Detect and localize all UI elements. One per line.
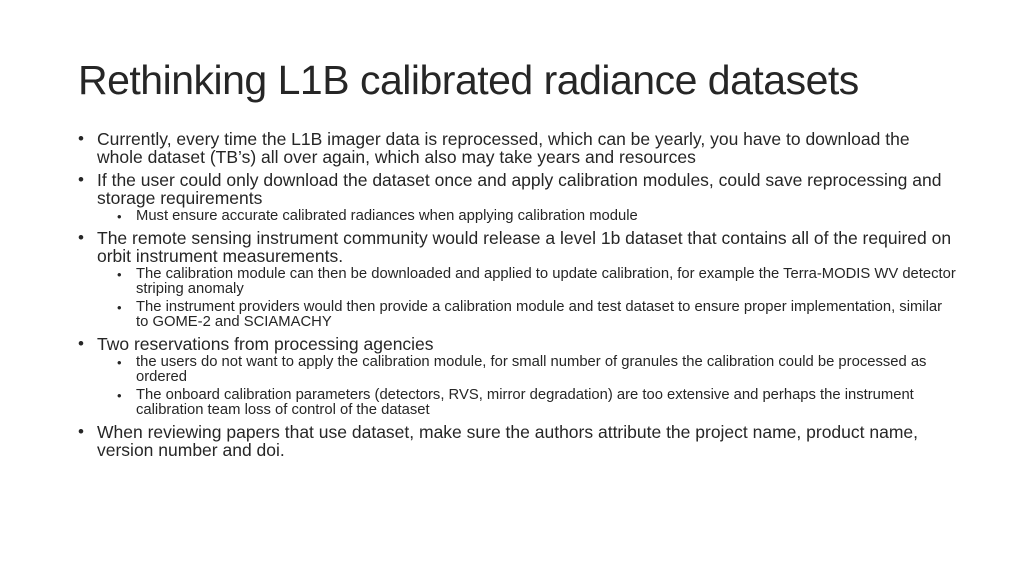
sub-bullet-text: The instrument providers would then provide a calibration module and test dataset to ensure proper implementation, similar to GOME-2 and SCIAMACHY: [136, 299, 943, 330]
sub-bullet-list: [115, 209, 958, 224]
bullet-text: When reviewing papers that use dataset, make sure the authors attribute the project name, product name, version number and doi.: [97, 422, 919, 460]
sub-bullet-item: [115, 267, 958, 297]
sub-bullet-list: [115, 355, 958, 418]
sub-bullet-text: The calibration module can then be downloaded and applied to update calibration, for example the Terra-MODIS WV detector striping anomaly: [136, 266, 956, 297]
sub-bullet-text: Must ensure accurate calibrated radiances when applying calibration module: [136, 208, 638, 224]
bullet-text: The remote sensing instrument community would release a level 1b dataset that contains all of the required on orbit instrument measurements.: [97, 228, 952, 266]
sub-bullet-text: the users do not want to apply the calibration module, for small number of granules the calibration could be processed as ordered: [136, 354, 927, 385]
bullet-text: If the user could only download the dataset once and apply calibration modules, could save reprocessing and storage requirements: [97, 170, 942, 208]
sub-bullet-list: [115, 267, 958, 330]
slide-title: Rethinking L1B calibrated radiance datasets: [78, 57, 859, 103]
bullet-item: [78, 130, 958, 166]
bullet-text: Currently, every time the L1B imager data is reprocessed, which can be yearly, you have to download the whole dataset (TB’s) all over again, which also may take years and resources: [97, 129, 910, 167]
bullet-item: [78, 229, 958, 330]
sub-bullet-marker: •: [117, 355, 122, 370]
bullet-marker: •: [78, 170, 84, 189]
sub-bullet-item: [115, 209, 958, 224]
bullet-text: Two reservations from processing agencies: [97, 334, 434, 354]
bullet-marker: •: [78, 129, 84, 148]
sub-bullet-text: The onboard calibration parameters (detectors, RVS, mirror degradation) are too extensive and perhaps the instrument calibration team loss of control of the dataset: [136, 387, 914, 418]
sub-bullet-item: [115, 388, 958, 418]
bullet-item: [78, 171, 958, 224]
bullet-marker: •: [78, 334, 84, 353]
sub-bullet-marker: •: [117, 209, 122, 224]
bullet-marker: •: [78, 422, 84, 441]
sub-bullet-item: [115, 355, 958, 385]
bullet-item: [78, 423, 958, 459]
bullet-marker: •: [78, 228, 84, 247]
sub-bullet-marker: •: [117, 267, 122, 282]
sub-bullet-marker: •: [117, 388, 122, 403]
sub-bullet-item: [115, 300, 958, 330]
bullet-list: [78, 130, 958, 464]
sub-bullet-marker: •: [117, 300, 122, 315]
bullet-item: [78, 335, 958, 418]
